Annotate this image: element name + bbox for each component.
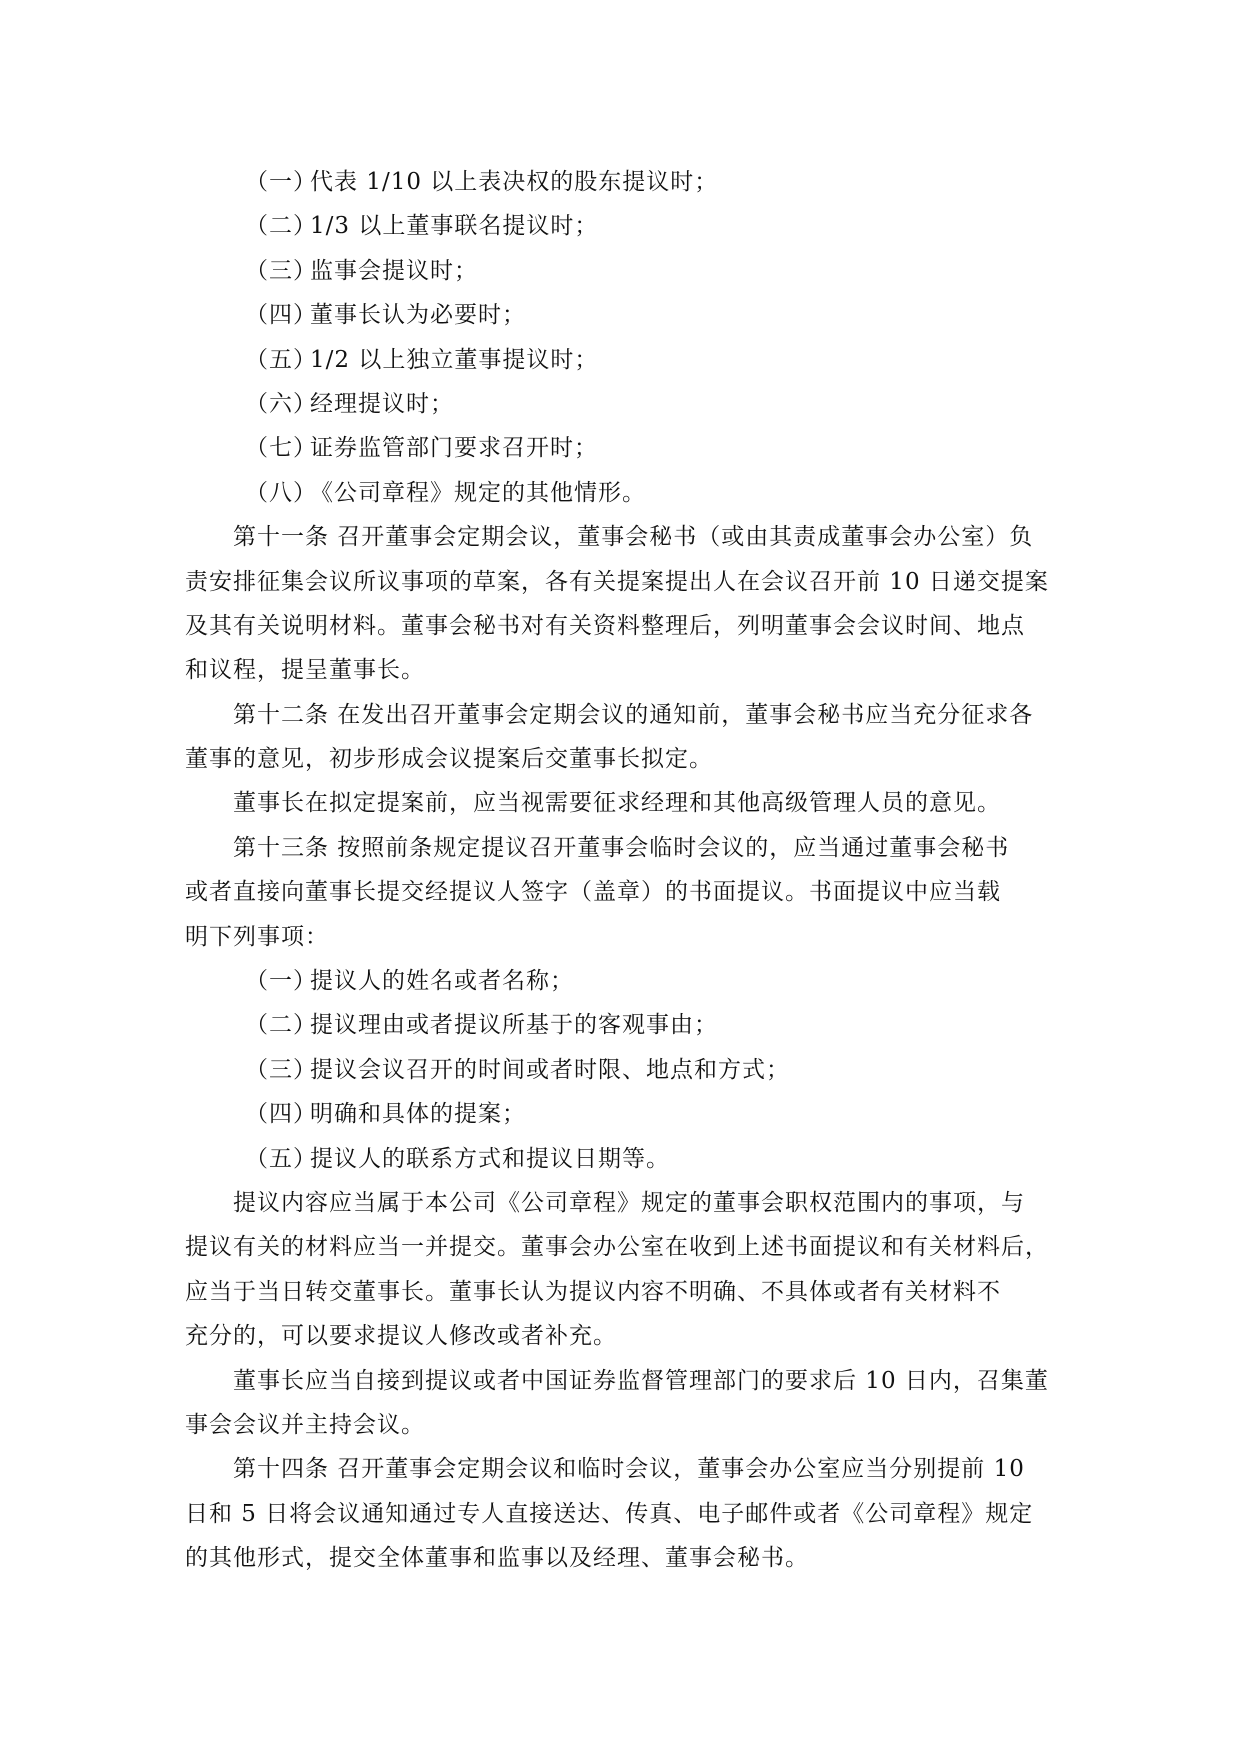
paragraph-line: 董事长应当自接到提议或者中国证券监督管理部门的要求后 10 日内，召集董 (233, 1367, 1049, 1394)
list-item-text: 1/2 以上独立董事提议时； (310, 346, 599, 373)
list-item (185, 160, 1055, 204)
list-item-number: （四） (245, 302, 317, 329)
list-item-number: （三） (245, 1056, 317, 1083)
paragraph-line: 第十二条 在发出召开董事会定期会议的通知前，董事会秘书应当充分征求各 (233, 701, 1034, 728)
article-13 (185, 826, 1055, 959)
meeting-trigger-list (185, 160, 1055, 515)
list-item (185, 471, 1055, 515)
list-item-text: 董事长认为必要时； (310, 302, 526, 329)
list-item (185, 959, 1055, 1003)
list-item (185, 1048, 1055, 1092)
list-item-number: （五） (245, 346, 317, 373)
list-item (185, 338, 1055, 382)
list-item (185, 1003, 1055, 1047)
list-item-text: 提议人的姓名或者名称； (310, 968, 574, 995)
list-item-number: （七） (245, 435, 317, 462)
list-item (185, 1137, 1055, 1181)
paragraph-line: 责安排征集会议所议事项的草案，各有关提案提出人在会议召开前 10 日递交提案 (185, 568, 1049, 595)
paragraph-line: 第十四条 召开董事会定期会议和临时会议，董事会办公室应当分别提前 10 (233, 1456, 1025, 1483)
list-item-number: （六） (245, 390, 317, 417)
list-item-number: （八） (245, 479, 317, 506)
list-item-text: 提议人的联系方式和提议日期等。 (310, 1145, 670, 1172)
list-item (185, 1092, 1055, 1136)
list-item-number: （一） (245, 169, 317, 195)
paragraph-line: 第十三条 按照前条规定提议召开董事会临时会议的，应当通过董事会秘书 (233, 834, 1010, 861)
list-item-number: （二） (245, 213, 317, 240)
list-item (185, 249, 1055, 293)
article-14 (185, 1447, 1055, 1580)
paragraph-line: 事会会议并主持会议。 (185, 1411, 425, 1438)
list-item-text: 代表 1/10 以上表决权的股东提议时； (310, 169, 719, 195)
list-item-number: （四） (245, 1101, 317, 1128)
paragraph-line: 提议有关的材料应当一并提交。董事会办公室在收到上述书面提议和有关材料后， (185, 1234, 1049, 1261)
proposal-items-list (185, 959, 1055, 1181)
article-12-paragraph-2 (185, 781, 1055, 825)
paragraph-line: 日和 5 日将会议通知通过专人直接送达、传真、电子邮件或者《公司章程》规定 (185, 1500, 1034, 1527)
list-item-text: 经理提议时； (310, 390, 454, 417)
list-item-text: 明确和具体的提案； (310, 1101, 526, 1128)
paragraph-line: 或者直接向董事长提交经提议人签字（盖章）的书面提议。书面提议中应当载 (185, 879, 1001, 906)
proposal-content-paragraph (185, 1181, 1055, 1359)
list-item-number: （二） (245, 1012, 317, 1039)
list-item (185, 293, 1055, 337)
paragraph-line: 第十一条 召开董事会定期会议，董事会秘书（或由其责成董事会办公室）负 (233, 524, 1034, 551)
list-item (185, 426, 1055, 470)
list-item-text: 监事会提议时； (310, 257, 478, 284)
paragraph-line: 及其有关说明材料。董事会秘书对有关资料整理后，列明董事会会议时间、地点 (185, 612, 1025, 639)
paragraph-line: 董事长在拟定提案前，应当视需要征求经理和其他高级管理人员的意见。 (233, 790, 1001, 817)
list-item-text: 《公司章程》规定的其他情形。 (310, 479, 646, 506)
paragraph-line: 董事的意见，初步形成会议提案后交董事长拟定。 (185, 746, 713, 773)
paragraph-line: 提议内容应当属于本公司《公司章程》规定的董事会职权范围内的事项，与 (233, 1189, 1025, 1216)
list-item-text: 提议会议召开的时间或者时限、地点和方式； (310, 1056, 790, 1083)
list-item-text: 证券监管部门要求召开时； (310, 435, 598, 462)
chairman-paragraph (185, 1359, 1055, 1448)
document-body (185, 160, 1055, 1581)
paragraph-line: 充分的，可以要求提议人修改或者补充。 (185, 1323, 617, 1350)
article-12 (185, 693, 1055, 782)
list-item-number: （三） (245, 257, 317, 284)
paragraph-line: 和议程，提呈董事长。 (185, 657, 425, 684)
article-11 (185, 515, 1055, 693)
list-item (185, 204, 1055, 248)
list-item-number: （一） (245, 968, 317, 995)
list-item-text: 提议理由或者提议所基于的客观事由； (310, 1012, 718, 1039)
list-item-number: （五） (245, 1145, 317, 1172)
list-item (185, 382, 1055, 426)
paragraph-line: 明下列事项： (185, 923, 329, 950)
list-item-text: 1/3 以上董事联名提议时； (310, 213, 599, 240)
paragraph-line: 的其他形式，提交全体董事和监事以及经理、董事会秘书。 (185, 1545, 809, 1572)
paragraph-line: 应当于当日转交董事长。董事长认为提议内容不明确、不具体或者有关材料不 (185, 1278, 1001, 1305)
